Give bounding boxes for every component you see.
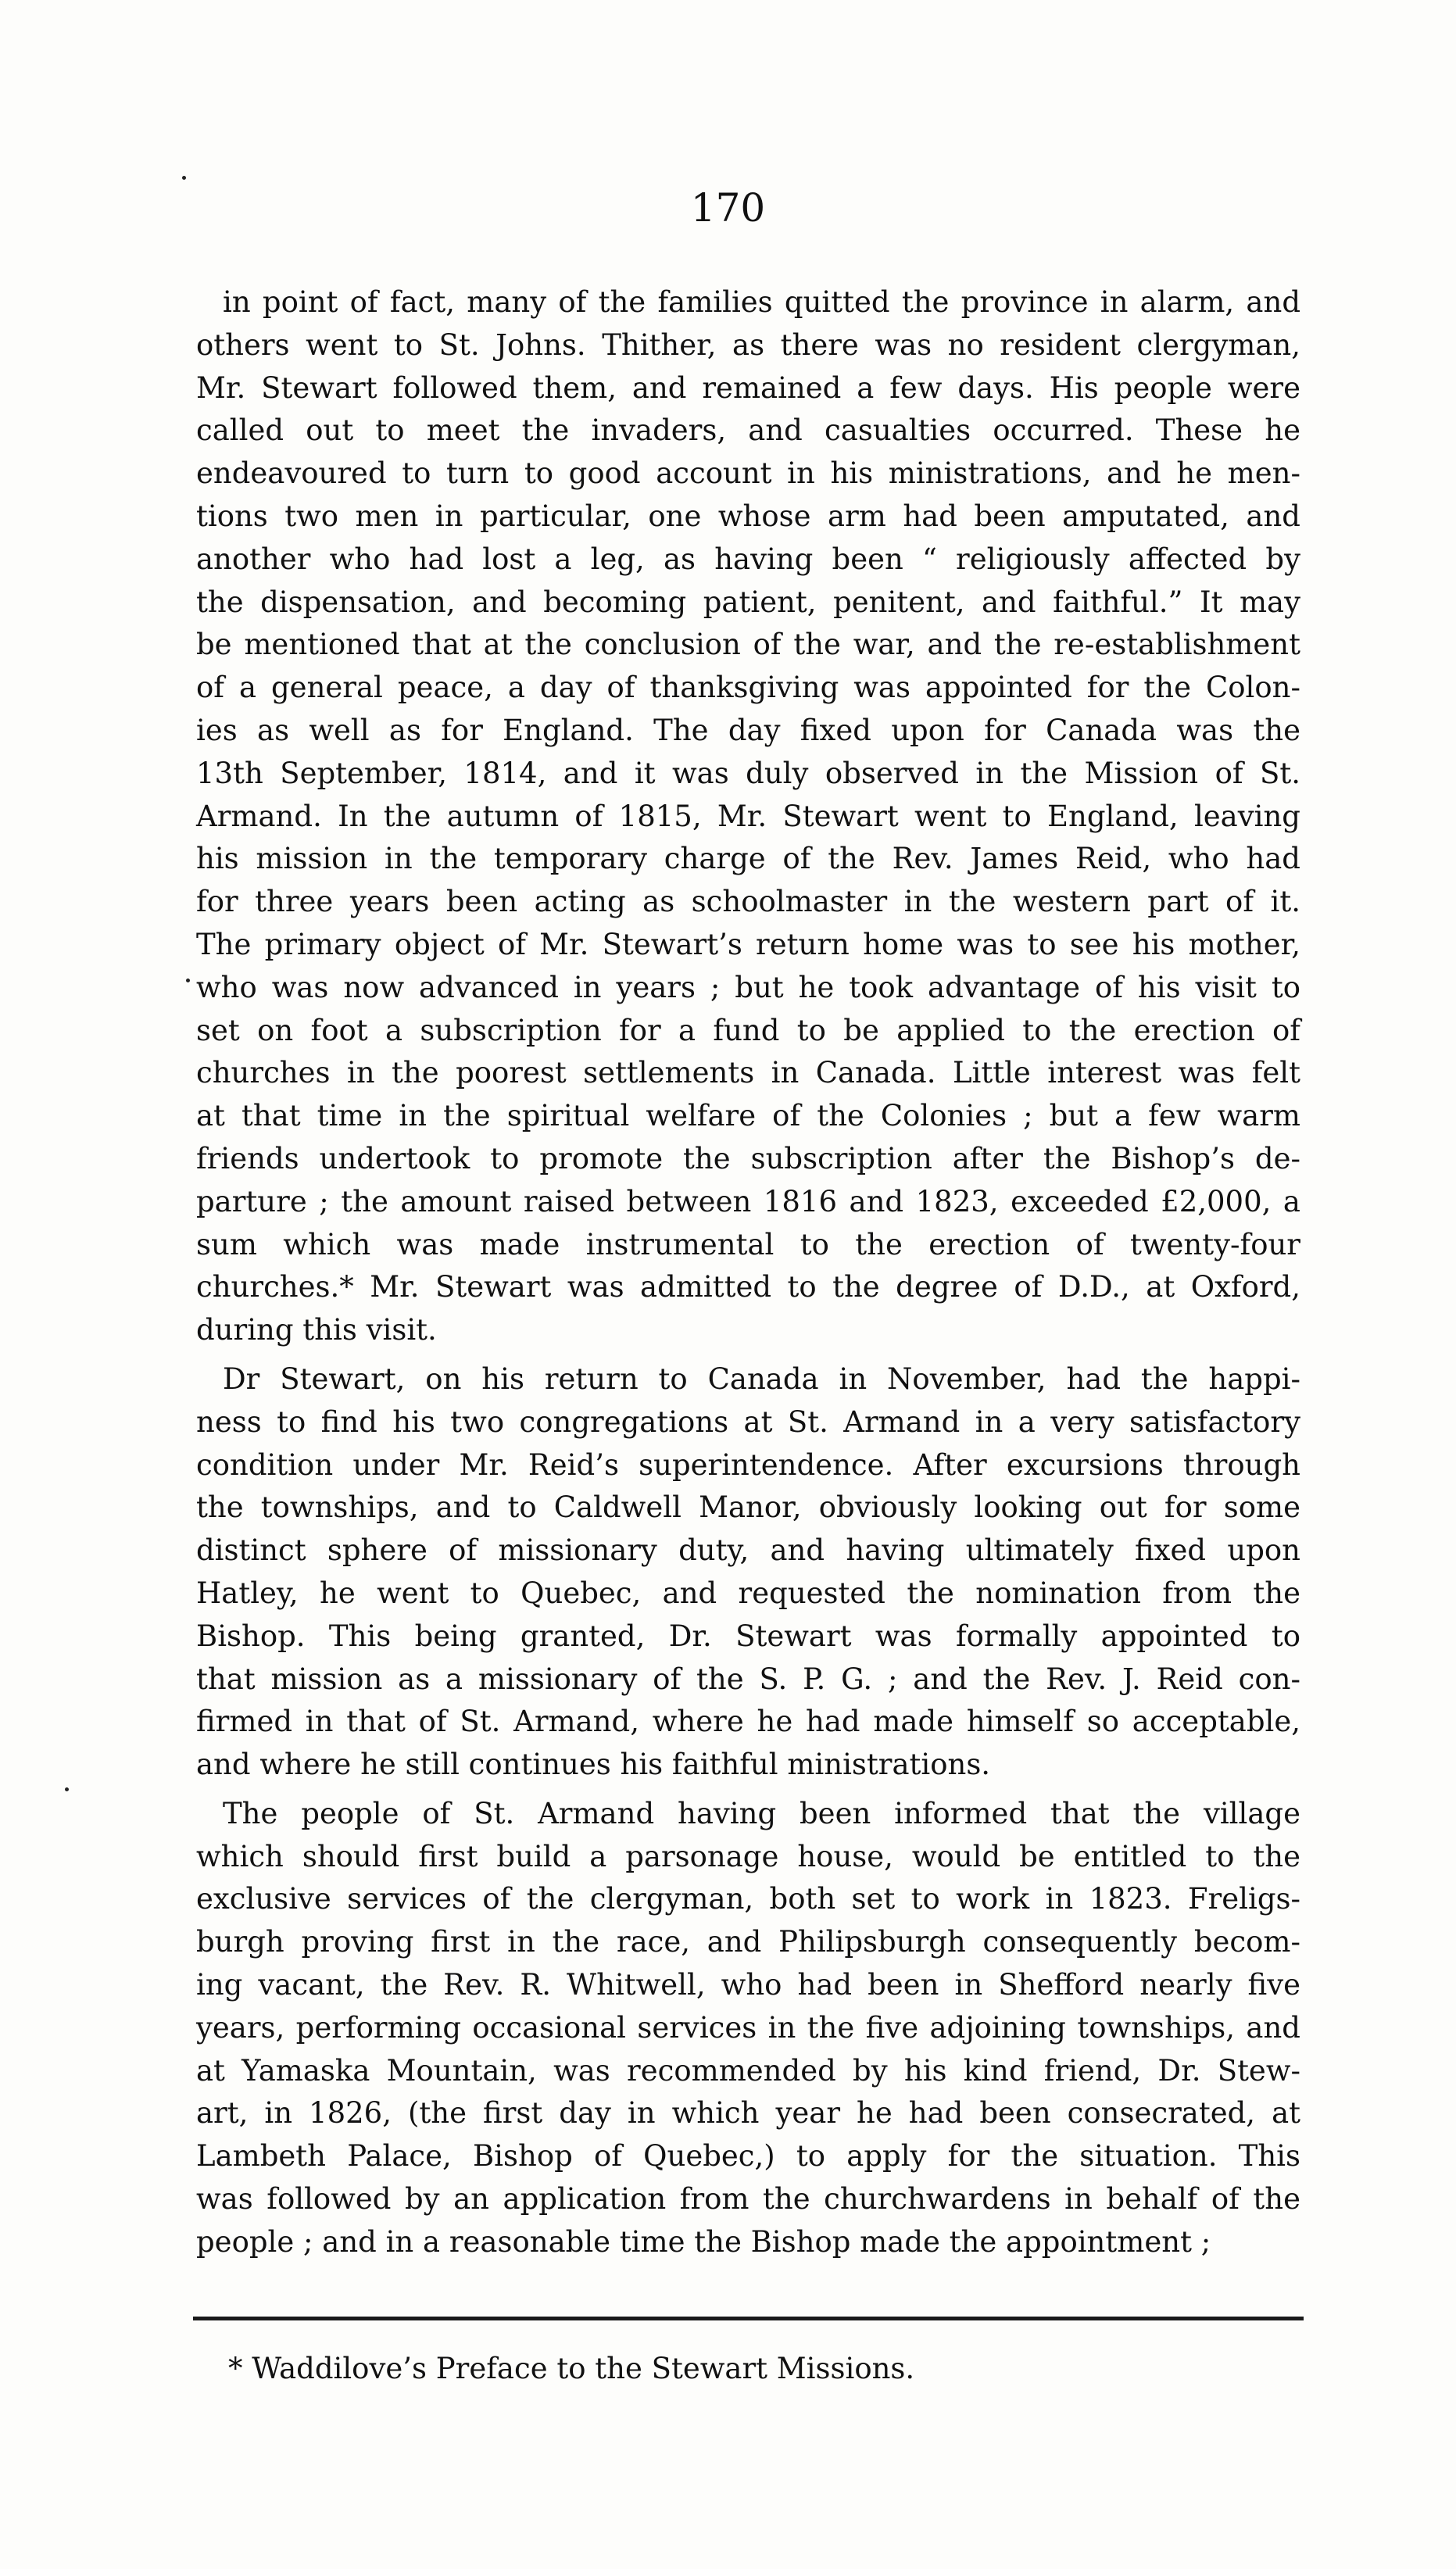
text-line: 13th September, 1814, and it was duly observed in the Mission of St.: [196, 756, 1300, 790]
text-line: Dr Stewart, on his return to Canada in November, had the happi-: [223, 1361, 1300, 1396]
text-line: the dispensation, and becoming patient, penitent, and faithful.” It may: [196, 585, 1300, 619]
text-line: tions two men in particular, one whose arm had been amputated, and: [196, 499, 1300, 533]
text-line: condition under Mr. Reid’s superintendence. After excursions through: [196, 1447, 1300, 1482]
text-line: his mission in the temporary charge of the Rev. James Reid, who had: [196, 842, 1300, 876]
margin-mark: [65, 1787, 69, 1791]
footnote-rule: [193, 2317, 1304, 2320]
text-line: Bishop. This being granted, Dr. Stewart was formally appointed to: [196, 1619, 1300, 1653]
text-line: Lambeth Palace, Bishop of Quebec,) to apply for the situation. This: [196, 2139, 1300, 2174]
text-line: during this visit.: [196, 1313, 437, 1347]
paragraph-1: [196, 281, 1300, 1352]
margin-mark: [182, 176, 186, 180]
text-line: churches in the poorest settlements in Canada. Little interest was felt: [196, 1056, 1300, 1090]
text-line: art, in 1826, (the first day in which year he had been consecrated, at: [196, 2096, 1300, 2131]
text-line: another who had lost a leg, as having been “ religiously affected by: [196, 542, 1300, 576]
text-line: that mission as a missionary of the S. P. G. ; and the Rev. J. Reid con-: [196, 1662, 1300, 1696]
text-line: and where he still continues his faithful ministrations.: [196, 1748, 991, 1782]
text-line: in point of fact, many of the families quitted the province in alarm, and: [223, 285, 1300, 319]
text-line: ing vacant, the Rev. R. Whitwell, who had been in Shefford nearly five: [196, 1968, 1300, 2002]
text-line: be mentioned that at the conclusion of the war, and the re-establishment: [196, 628, 1300, 662]
text-line: distinct sphere of missionary duty, and having ultimately fixed upon: [196, 1533, 1300, 1568]
text-line: Armand. In the autumn of 1815, Mr. Stewart went to England, leaving: [196, 799, 1300, 833]
text-line: years, performing occasional services in the five adjoining townships, and: [196, 2010, 1300, 2045]
text-line: was followed by an application from the churchwardens in behalf of the: [196, 2182, 1300, 2217]
body-text: [196, 281, 1300, 2264]
text-line: at that time in the spiritual welfare of the Colonies ; but a few warm: [196, 1099, 1300, 1133]
text-line: churches.* Mr. Stewart was admitted to the degree of D.D., at Oxford,: [196, 1270, 1300, 1304]
text-line: at Yamaska Mountain, was recommended by his kind friend, Dr. Stew-: [196, 2053, 1300, 2088]
text-line: who was now advanced in years ; but he took advantage of his visit to: [196, 970, 1300, 1004]
text-line: endeavoured to turn to good account in his ministrations, and he men-: [196, 456, 1300, 491]
text-line: The primary object of Mr. Stewart’s return home was to see his mother,: [196, 927, 1300, 961]
text-line: set on foot a subscription for a fund to be applied to the erection of: [196, 1013, 1300, 1047]
text-line: friends undertook to promote the subscription after the Bishop’s de-: [196, 1141, 1300, 1175]
paragraph-2: [196, 1358, 1300, 1787]
text-line: exclusive services of the clergyman, both set to work in 1823. Freligs-: [196, 1882, 1300, 1916]
text-line: Hatley, he went to Quebec, and requested the nomination from the: [196, 1576, 1300, 1610]
text-line: burgh proving first in the race, and Philipsburgh consequently becom-: [196, 1925, 1300, 1959]
text-line: for three years been acting as schoolmaster in the western part of it.: [196, 885, 1300, 919]
footnote: * Waddilove’s Preface to the Stewart Missions.: [228, 2352, 915, 2385]
text-line: the townships, and to Caldwell Manor, obviously looking out for some: [196, 1490, 1300, 1525]
text-line: sum which was made instrumental to the erection of twenty-four: [196, 1227, 1300, 1261]
text-line: Mr. Stewart followed them, and remained a few days. His people were: [196, 370, 1300, 405]
text-line: of a general peace, a day of thanksgiving was appointed for the Colon-: [196, 671, 1300, 705]
text-line: called out to meet the invaders, and casualties occurred. These he: [196, 413, 1300, 448]
text-line: parture ; the amount raised between 1816 and 1823, exceeded £2,000, a: [196, 1184, 1300, 1218]
text-line: ies as well as for England. The day fixed upon for Canada was the: [196, 713, 1300, 747]
text-line: which should first build a parsonage house, would be entitled to the: [196, 1839, 1300, 1873]
page-number: 170: [690, 185, 766, 231]
text-line: The people of St. Armand having been informed that the village: [223, 1796, 1300, 1830]
text-line: people ; and in a reasonable time the Bishop made the appointment ;: [196, 2224, 1211, 2259]
text-line: ness to find his two congregations at St. Armand in a very satisfactory: [196, 1404, 1300, 1439]
text-line: others went to St. Johns. Thither, as there was no resident clergyman,: [196, 327, 1300, 362]
margin-mark: [186, 979, 190, 982]
text-line: firmed in that of St. Armand, where he had made himself so acceptable,: [196, 1705, 1300, 1739]
paragraph-3: [196, 1793, 1300, 2264]
